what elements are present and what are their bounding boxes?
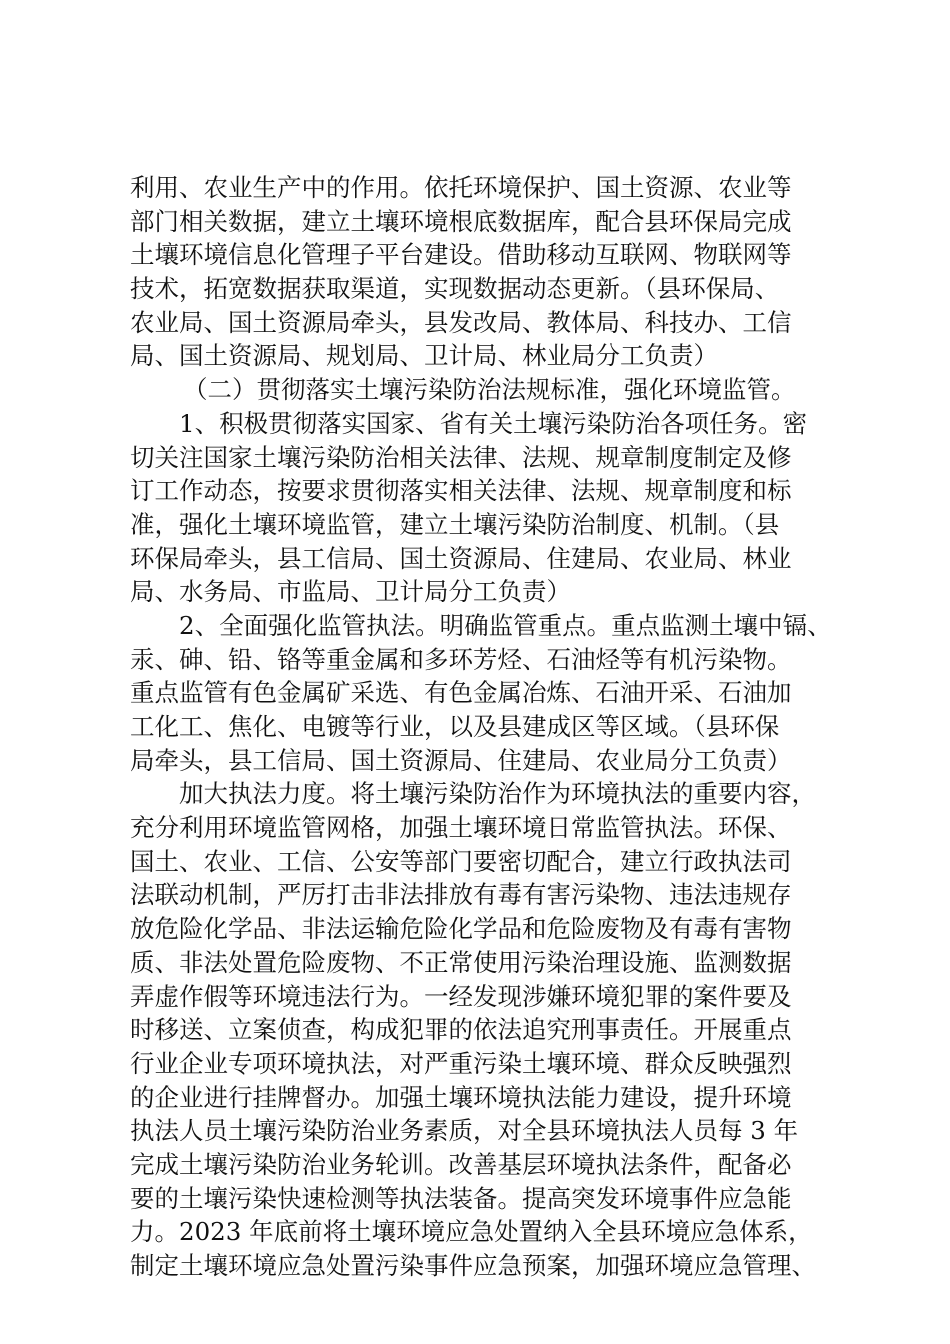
text-line: 质、非法处置危险废物、不正常使用污染治理设施、监测数据 [130,947,792,977]
text-line: 利用、农业生产中的作用。依托环境保护、国土资源、农业等 [130,173,792,202]
text-line: 切关注国家土壤污染防治相关法律、法规、规章制度制定及修 [130,442,792,472]
text-line: 行业企业专项环境执法，对严重污染土壤环境、群众反映强烈 [130,1048,792,1078]
text-line: 放危险化学品、非法运输危险化学品和危险废物及有毒有害物 [130,914,792,944]
section-heading: （二）贯彻落实土壤污染防治法规标准，强化环境监管。 [183,375,796,405]
text-line: 汞、砷、铅、铬等重金属和多环芳烃、石油烃等有机污染物。 [130,644,792,674]
text-line: 完成土壤污染防治业务轮训。改善基层环境执法条件，配备必 [130,1149,792,1179]
text-line: 工化工、焦化、电镀等行业，以及县建成区等区域。（县环保 [130,712,780,741]
text-line: 农业局、国土资源局牵头，县发改局、教体局、科技办、工信 [130,307,792,337]
document-body [130,171,850,1283]
text-line: 充分利用环境监管网格，加强土壤环境日常监管执法。环保、 [130,813,792,843]
text-line: 环保局牵头，县工信局、国土资源局、住建局、农业局、林业 [130,543,792,573]
paragraph-start: 2、全面强化监管执法。明确监管重点。重点监测土壤中镉、 [179,610,832,640]
text-line: 重点监管有色金属矿采选、有色金属冶炼、石油开采、石油加 [130,678,792,708]
text-line: 土壤环境信息化管理子平台建设。借助移动互联网、物联网等 [130,240,792,270]
text-line: 部门相关数据，建立土壤环境根底数据库，配合县环保局完成 [130,206,792,236]
text-line: 弄虚作假等环境违法行为。一经发现涉嫌环境犯罪的案件要及 [130,981,792,1011]
text-line: 准，强化土壤环境监管，建立土壤污染防治制度、机制。（县 [130,509,780,539]
text-line: 的企业进行挂牌督办。加强土壤环境执法能力建设，提升环境 [130,1082,792,1112]
text-line: 制定土壤环境应急处置污染事件应急预案，加强环境应急管理、 [130,1251,816,1280]
paragraph-start: 加大执法力度。将土壤污染防治作为环境执法的重要内容， [179,779,816,809]
text-line: 局、国土资源局、规划局、卫计局、林业局分工负责） [130,341,718,371]
text-line: 法联动机制，严厉打击非法排放有毒有害污染物、违法违规存 [130,880,792,910]
text-line: 局牵头，县工信局、国土资源局、住建局、农业局分工负责） [130,745,792,775]
paragraph-start: 1、积极贯彻落实国家、省有关土壤污染防治各项任务。密 [179,408,808,438]
text-line: 订工作动态，按要求贯彻落实相关法律、法规、规章制度和标 [130,476,792,506]
text-line: 时移送、立案侦查，构成犯罪的依法追究刑事责任。开展重点 [130,1015,792,1045]
text-line: 国土、农业、工信、公安等部门要密切配合，建立行政执法司 [130,846,792,876]
text-line: 技术，拓宽数据获取渠道，实现数据动态更新。（县环保局、 [130,274,780,304]
text-line: 要的土壤污染快速检测等执法装备。提高突发环境事件应急能 [130,1183,792,1213]
text-line: 局、水务局、市监局、卫计局分工负责） [130,577,571,607]
text-line: 力。2023 年底前将土壤环境应急处置纳入全县环境应急体系， [130,1217,813,1247]
text-line: 执法人员土壤污染防治业务素质，对全县环境执法人员每 3 年 [130,1116,799,1146]
